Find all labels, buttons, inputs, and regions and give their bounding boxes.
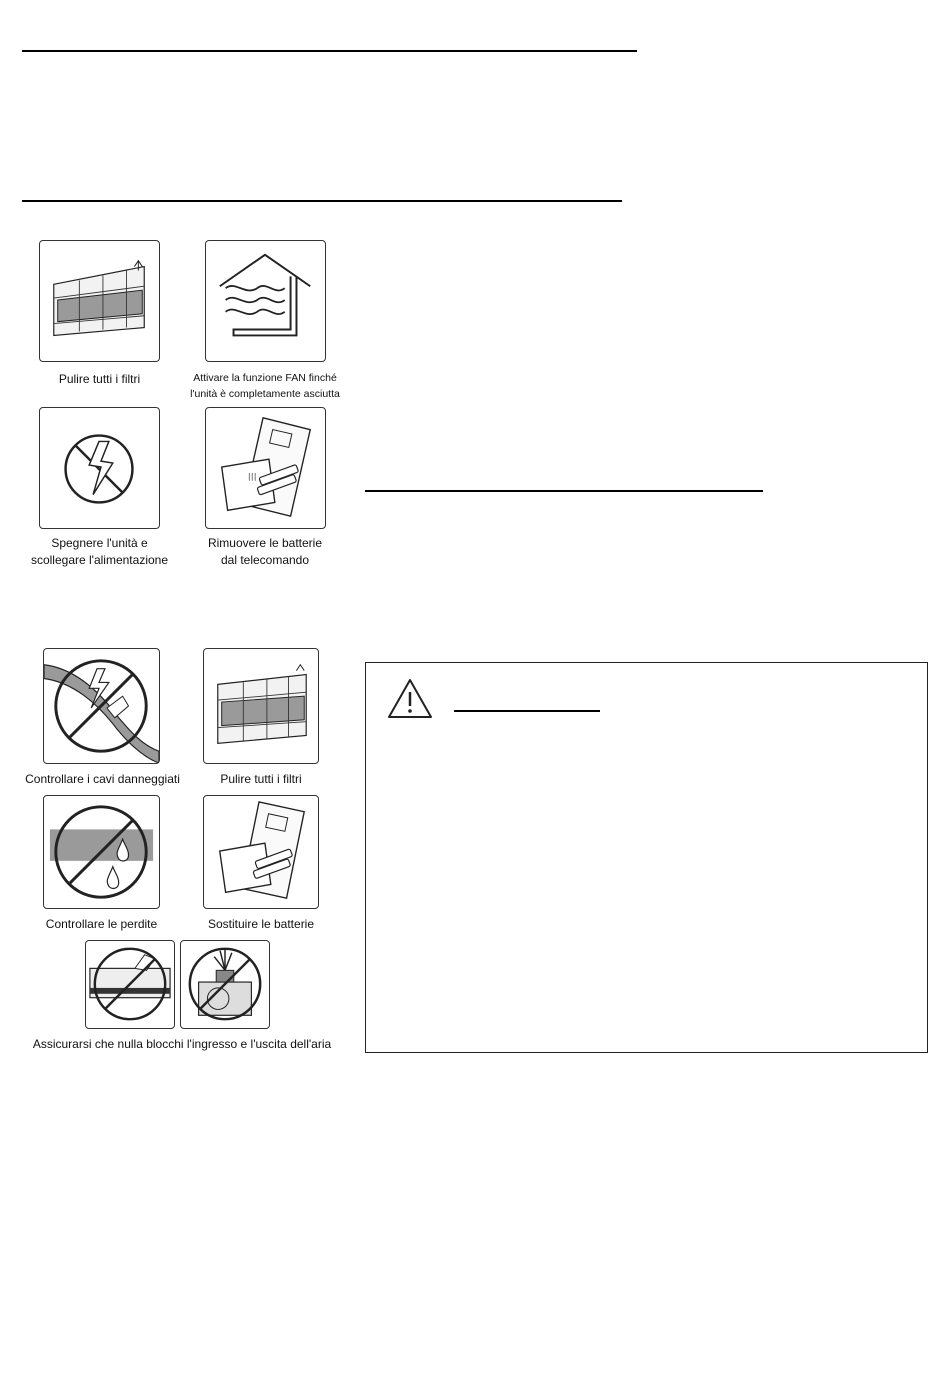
caption-fan-mode-1: Attivare la funzione FAN finché	[193, 372, 337, 384]
heading-rule-2	[22, 200, 622, 202]
no-leak-icon	[44, 796, 159, 908]
caption-replace-batteries: Sostituire le batterie	[207, 917, 315, 931]
blocked-outdoor-unit-icon	[181, 941, 269, 1028]
caption-airflow: Assicurarsi che nulla blocchi l'ingresso e l'uscita dell'aria	[32, 1037, 332, 1051]
remote-battery-icon-2	[204, 796, 318, 908]
clean-filters-2-tile	[203, 648, 319, 764]
remote-battery-icon	[206, 408, 325, 528]
warning-heading-rule	[454, 710, 600, 712]
caption-power-off-1: Spegnere l'unità e	[51, 536, 148, 550]
warning-box	[365, 662, 928, 1053]
warning-triangle-icon	[386, 677, 434, 721]
caption-remove-batteries-2: dal telecomando	[220, 553, 310, 567]
power-off-tile	[39, 407, 160, 529]
remove-batteries-tile	[205, 407, 326, 529]
check-cables-tile	[43, 648, 160, 764]
check-leaks-tile	[43, 795, 160, 909]
caption-fan-mode-2: l'unità è completamente asciutta	[190, 388, 340, 400]
heading-rule-1	[22, 50, 637, 52]
airflow-outdoor-tile	[180, 940, 270, 1029]
fan-mode-tile	[205, 240, 326, 362]
caption-clean-filters-2: Pulire tutti i filtri	[220, 772, 302, 786]
house-fan-icon	[206, 241, 325, 361]
airflow-ac-tile	[85, 940, 175, 1029]
blocked-indoor-unit-icon	[86, 941, 174, 1028]
caption-power-off-2: scollegare l'alimentazione	[30, 553, 169, 567]
heading-rule-3	[365, 490, 763, 492]
no-power-icon	[40, 408, 159, 528]
caption-remove-batteries-1: Rimuovere le batterie	[207, 536, 323, 550]
clean-filters-tile	[39, 240, 160, 362]
air-filter-icon-2	[204, 649, 318, 763]
replace-batteries-tile	[203, 795, 319, 909]
damaged-cable-icon	[44, 649, 159, 763]
caption-check-cables: Controllare i cavi danneggiati	[25, 772, 180, 786]
caption-check-leaks: Controllare le perdite	[45, 917, 158, 931]
caption-clean-filters: Pulire tutti i filtri	[58, 372, 141, 386]
air-filter-icon	[40, 241, 159, 361]
